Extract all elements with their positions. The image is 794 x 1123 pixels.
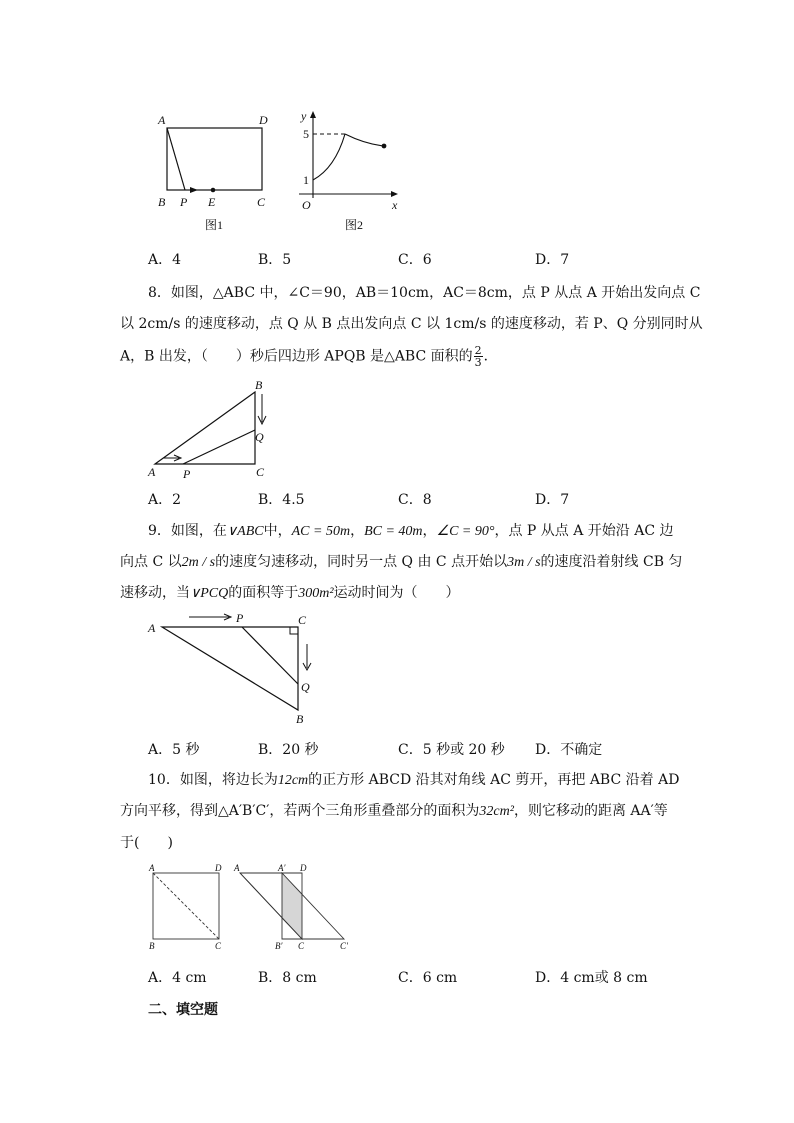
label-q: Q — [255, 430, 264, 444]
q8-option-a[interactable]: A．2 — [148, 492, 182, 508]
section-heading-fill-in: 二、填空题 — [148, 1002, 218, 1018]
figure-10-square — [145, 862, 230, 954]
x-axis-arrow-icon — [391, 191, 398, 197]
q10-line-2: 方向平移，得到△A′B′C′，若两个三角形重叠部分的面积为32cm²，则它移动的距离 AA′等 — [120, 803, 668, 819]
q9-line-2: 向点 C 以2m / s的速度匀速移动，同时另一点 Q 由 C 点开始以3m / s的速度沿着射线 CB 匀 — [120, 554, 683, 570]
label-a: A — [148, 465, 156, 479]
q7-option-d[interactable]: D．7 — [535, 252, 570, 268]
q7-option-c[interactable]: C．6 — [398, 252, 432, 268]
q8-option-b[interactable]: B．4.5 — [258, 492, 305, 508]
right-angle-mark — [290, 627, 298, 634]
fraction-two-thirds: $\frac{2}{3}$ — [474, 344, 482, 369]
label-c: C — [215, 941, 222, 951]
figure-7-graph — [295, 108, 410, 238]
q9-option-b[interactable]: B．20 秒 — [258, 742, 319, 758]
graph-curve-rise — [313, 134, 345, 180]
q10-option-a[interactable]: A．4 cm — [148, 970, 207, 986]
label-1: 1 — [303, 173, 309, 187]
q7-option-b[interactable]: B．5 — [258, 252, 292, 268]
diagonal-ac — [153, 873, 219, 939]
label-a: A — [234, 863, 240, 873]
overlap-region — [282, 873, 302, 939]
label-p: P — [183, 467, 191, 481]
y-axis-arrow-icon — [310, 111, 316, 118]
q8-line-2: 以 2cm/s 的速度移动，点 Q 从 B 点出发向点 C 以 1cm/s 的速度移动，若 P、Q 分别同时从 — [120, 316, 703, 332]
figure-7-rectangle — [150, 108, 280, 238]
q8-option-d[interactable]: D．7 — [535, 492, 570, 508]
figure-9-triangle — [145, 608, 325, 730]
q10-line-1: 10．如图，将边长为12cm的正方形 ABCD 沿其对角线 AC 剪开，再把 ABC 沿着 AD — [148, 772, 680, 788]
q10-line-3: 于( ) — [120, 835, 173, 851]
label-origin: O — [302, 198, 311, 212]
arrow-p-icon — [190, 187, 198, 193]
label-a: A — [149, 863, 155, 873]
q10-option-c[interactable]: C．6 cm — [398, 970, 458, 986]
q8-line-3-text: A，B 出发，（ ）秒后四边形 APQB 是△ABC 面积的 — [120, 348, 473, 365]
caption-fig2: 图2 — [345, 218, 364, 232]
caption-fig1: 图1 — [205, 218, 224, 232]
q9-triangle: ∨ABC — [226, 524, 264, 539]
q7-option-a[interactable]: A．4 — [148, 252, 182, 268]
label-b: B — [296, 712, 304, 726]
label-b: B — [158, 195, 166, 209]
label-x: x — [392, 198, 398, 212]
q9-option-d[interactable]: D．不确定 — [535, 742, 603, 758]
label-5: 5 — [303, 127, 309, 141]
figure-8-triangle — [145, 378, 285, 483]
label-a: A — [148, 621, 156, 635]
q8-line-1: 8．如图，△ABC 中，∠C＝90，AB＝10cm，AC＝8cm，点 P 从点 A 开始出发向点 C — [148, 285, 701, 301]
label-c: C — [256, 465, 265, 479]
label-p: P — [180, 195, 188, 209]
label-b: B — [149, 941, 155, 951]
label-q: Q — [301, 680, 310, 694]
q10-option-d[interactable]: D．4 cm或 8 cm — [535, 970, 648, 986]
q9-option-c[interactable]: C．5 秒或 20 秒 — [398, 742, 505, 758]
label-c-prime: C′ — [340, 941, 348, 951]
q8-line-3: A，B 出发，（ ）秒后四边形 APQB 是△ABC 面积的 $\frac{2}{3}$ ． — [120, 344, 498, 369]
segment-ap — [167, 128, 185, 190]
q9-line-3: 速移动，当∨PCQ的面积等于300m²运动时间为（ ） — [120, 585, 460, 601]
label-e: E — [208, 195, 216, 209]
label-a-prime: A′ — [278, 863, 286, 873]
graph-curve-fall — [345, 134, 384, 146]
label-d: D — [215, 863, 222, 873]
label-d: D — [300, 863, 307, 873]
segment-pq — [242, 627, 298, 684]
label-b: B — [255, 378, 263, 392]
figure-10-translated — [232, 862, 357, 954]
segment-pq — [183, 430, 255, 464]
q8-option-c[interactable]: C．8 — [398, 492, 432, 508]
triangle-acb — [162, 627, 298, 710]
point-e — [211, 188, 216, 193]
label-d: D — [259, 113, 268, 127]
label-c: C — [298, 941, 305, 951]
label-b-prime: B′ — [275, 941, 283, 951]
label-c: C — [298, 613, 307, 627]
q9-option-a[interactable]: A．5 秒 — [148, 742, 200, 758]
label-a: A — [158, 113, 166, 127]
rect-abcd — [167, 128, 262, 190]
graph-endpoint — [382, 144, 387, 149]
q9-line-1: 9．如图，在∨ABC中，AC = 50m，BC = 40m，∠C = 90°，点 P 从点 A 开始沿 AC 边 — [148, 523, 674, 539]
label-y: y — [301, 109, 307, 123]
label-p: P — [236, 611, 244, 625]
label-c: C — [257, 195, 266, 209]
q10-option-b[interactable]: B．8 cm — [258, 970, 317, 986]
